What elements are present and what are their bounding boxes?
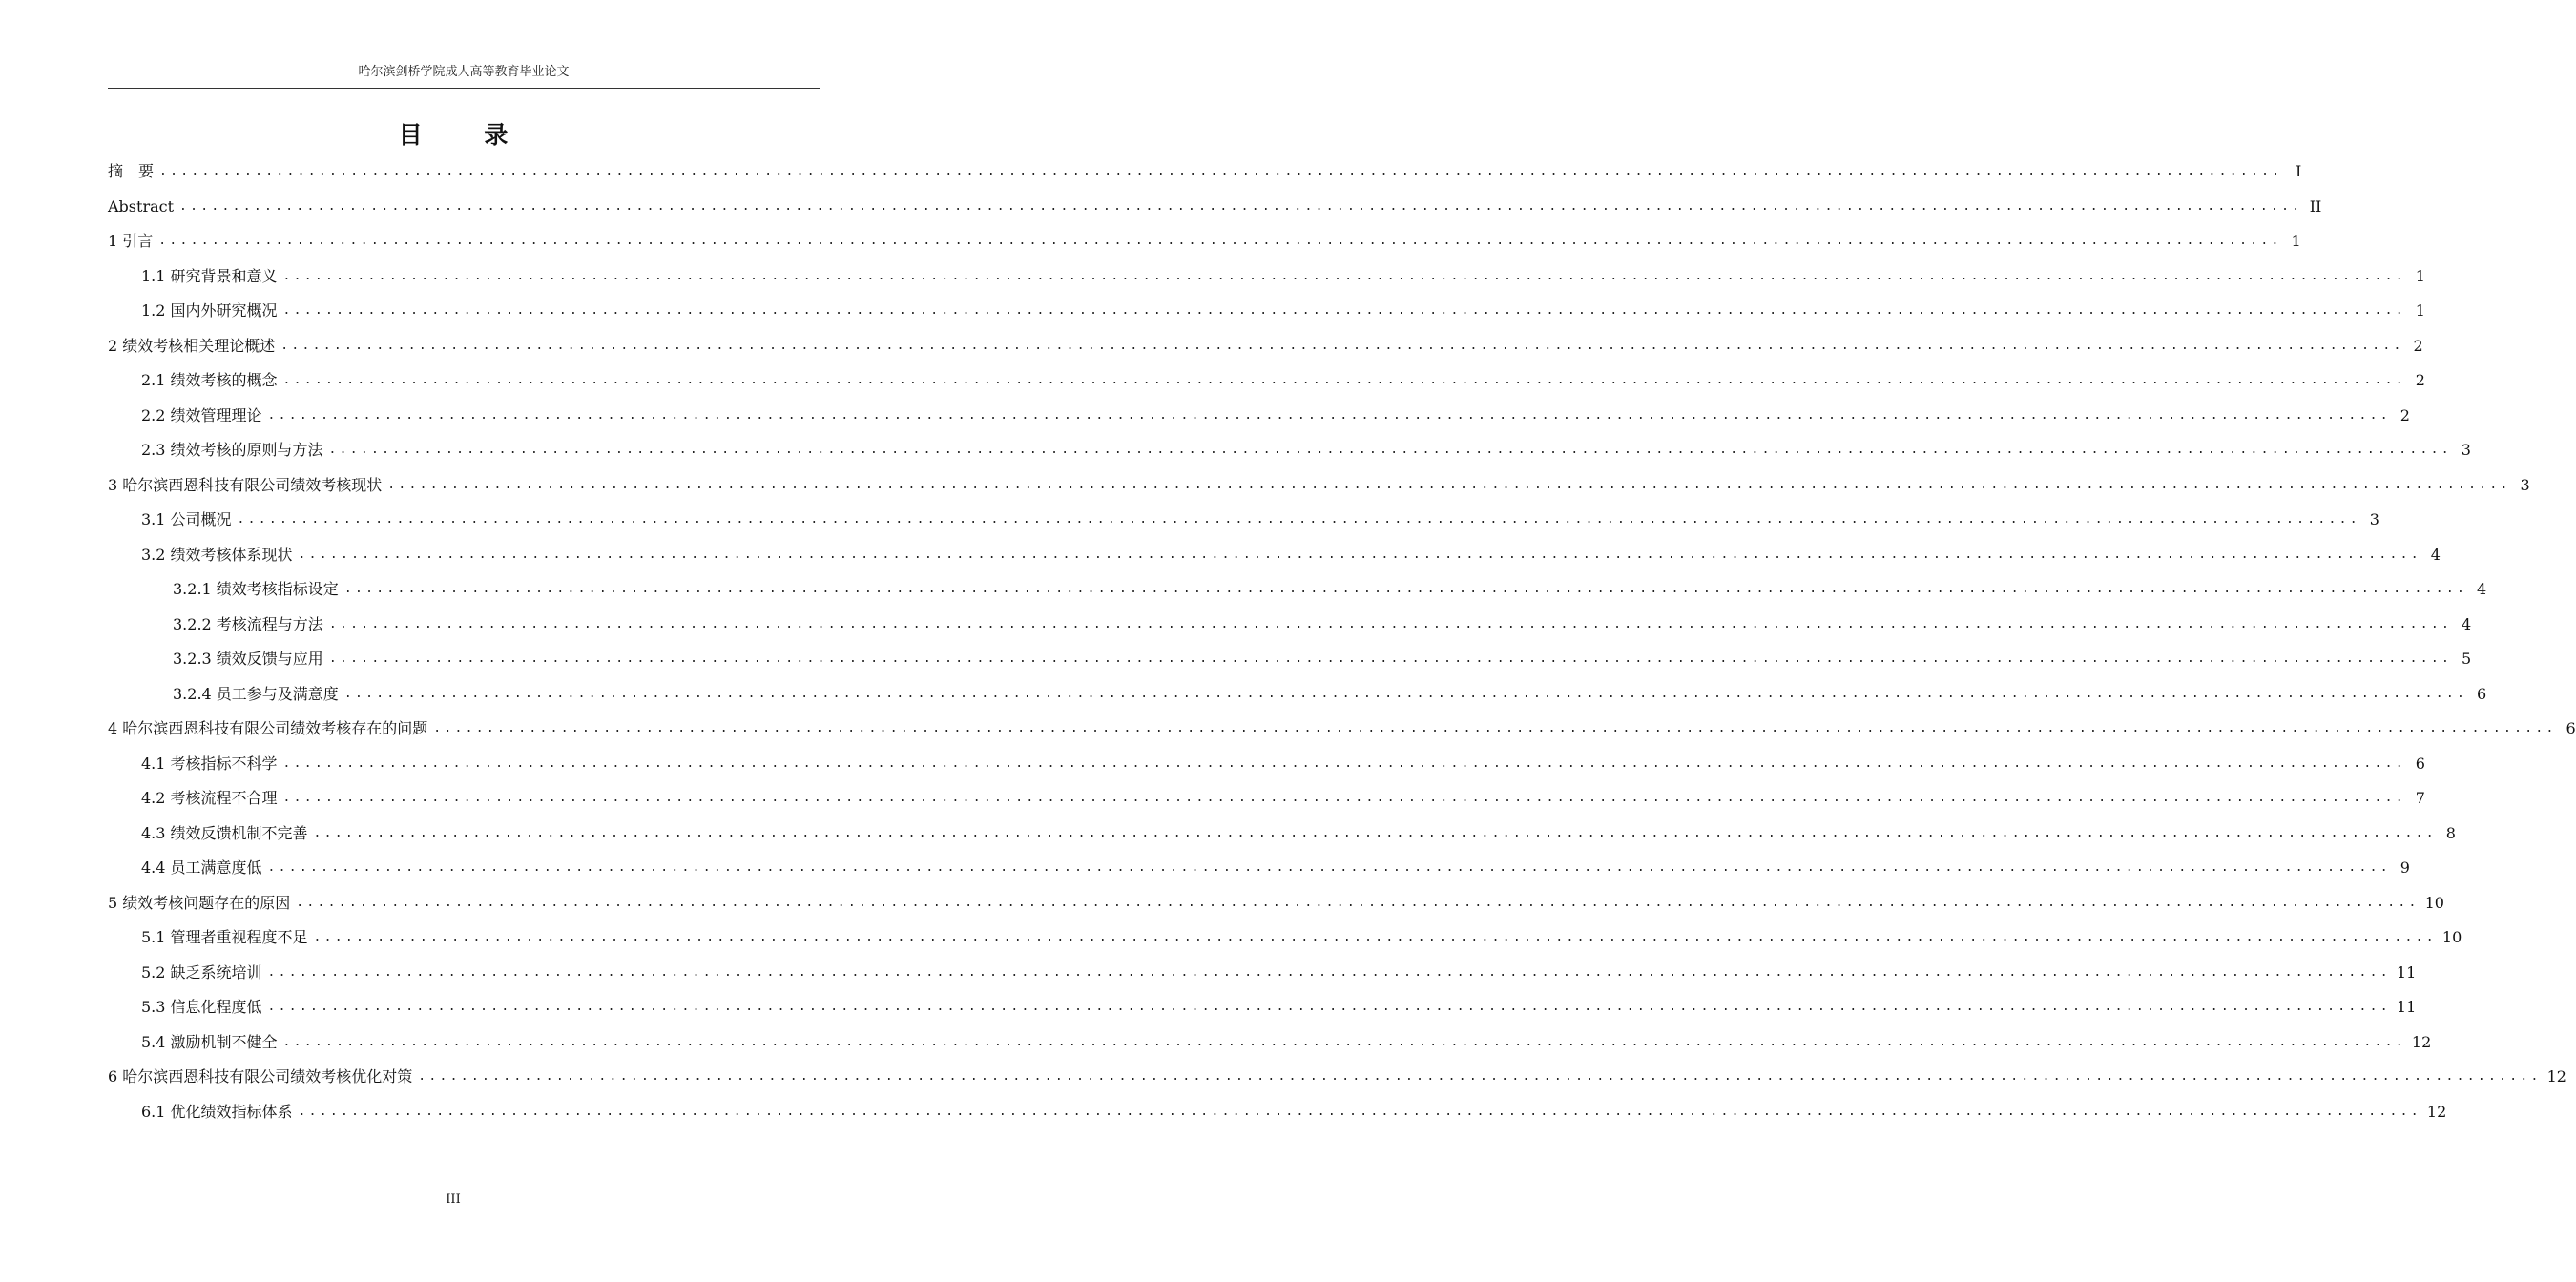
toc-entry-page: 3 bbox=[2520, 475, 2530, 494]
toc-entry-page: 11 bbox=[2396, 998, 2417, 1016]
toc-entry-label: 3.2.2 考核流程与方法 bbox=[173, 614, 323, 633]
toc-entry[interactable] bbox=[141, 752, 2425, 775]
toc-entry-page: 5 bbox=[2461, 650, 2472, 668]
toc-entry-label: Abstract bbox=[108, 196, 175, 216]
toc-dot-leader: ........................................................................................................................................................................................................ bbox=[313, 930, 2437, 944]
toc-entry-page: 6 bbox=[2415, 754, 2425, 773]
toc-entry-page: 10 bbox=[2441, 928, 2462, 946]
toc-entry-label: 1 引言 bbox=[108, 232, 154, 250]
toc-entry[interactable] bbox=[141, 821, 2456, 844]
toc-entry-label: 1.2 国内外研究概况 bbox=[141, 301, 278, 320]
toc-entry-label: 5 绩效考核问题存在的原因 bbox=[108, 893, 291, 912]
toc-entry[interactable] bbox=[173, 577, 2487, 600]
page-title: 目 录 bbox=[398, 121, 535, 149]
toc-entry-label: 4.1 考核指标不科学 bbox=[141, 754, 278, 773]
toc-entry[interactable] bbox=[108, 716, 2576, 739]
toc-entry-page: 3 bbox=[2461, 441, 2471, 459]
toc-entry-page: 4 bbox=[2461, 614, 2472, 633]
toc-entry-page: 12 bbox=[2426, 1102, 2447, 1121]
toc-entry-label: 4.3 绩效反馈机制不完善 bbox=[141, 823, 308, 842]
toc-entry[interactable] bbox=[141, 264, 2425, 287]
toc-entry[interactable] bbox=[108, 891, 2444, 914]
toc-entry[interactable] bbox=[141, 403, 2410, 426]
toc-entry[interactable] bbox=[173, 612, 2472, 635]
toc-entry-label: 6.1 优化绩效指标体系 bbox=[141, 1102, 293, 1121]
toc-entry-page: 1 bbox=[2291, 232, 2301, 250]
toc-entry[interactable] bbox=[173, 682, 2487, 705]
toc-entry-label: 3.1 公司概况 bbox=[141, 510, 232, 528]
toc-entry[interactable] bbox=[141, 856, 2410, 879]
toc-dot-leader: ........................................................................................................................................................................................................ bbox=[267, 860, 2391, 875]
toc-dot-leader: ........................................................................................................................................................................................................ bbox=[282, 1034, 2406, 1049]
toc-dot-leader: ........................................................................................................................................................................................................ bbox=[282, 755, 2406, 771]
toc-entry-page: 6 bbox=[2476, 684, 2487, 703]
toc-entry[interactable] bbox=[108, 159, 2302, 182]
toc-dot-leader: ........................................................................................................................................................................................................ bbox=[328, 651, 2453, 666]
toc-entry[interactable] bbox=[141, 438, 2471, 461]
header-divider bbox=[108, 88, 820, 89]
toc-entry-page: 8 bbox=[2445, 823, 2456, 842]
toc-entry-label: 3.2.4 员工参与及满意度 bbox=[173, 684, 339, 703]
toc-dot-leader: ........................................................................................................................................................................................................ bbox=[282, 303, 2406, 318]
toc-dot-leader: ........................................................................................................................................................................................................ bbox=[282, 791, 2406, 805]
toc-entry-page: I bbox=[2296, 162, 2302, 180]
toc-dot-leader: ........................................................................................................................................................................................................ bbox=[328, 616, 2453, 631]
toc-entry-page: 12 bbox=[2546, 1067, 2566, 1086]
toc-entry-label: 5.1 管理者重视程度不足 bbox=[141, 928, 308, 946]
toc-entry[interactable] bbox=[141, 368, 2425, 391]
toc-entry-page: 2 bbox=[2415, 371, 2425, 389]
toc-dot-leader: ........................................................................................................................................................................................................ bbox=[179, 198, 2303, 214]
page-header: 哈尔滨剑桥学院成人高等教育毕业论文 bbox=[358, 65, 570, 79]
toc-dot-leader: ........................................................................................................................................................................................................ bbox=[267, 407, 2391, 423]
toc-dot-leader: ........................................................................................................................................................................................................ bbox=[313, 825, 2437, 840]
toc-dot-leader: ........................................................................................................................................................................................................ bbox=[298, 1104, 2421, 1119]
toc-entry-page: 10 bbox=[2424, 893, 2444, 912]
toc-entry[interactable] bbox=[141, 995, 2417, 1018]
toc-entry-page: 6 bbox=[2566, 719, 2576, 737]
toc-dot-leader: ........................................................................................................................................................................................................ bbox=[433, 721, 2557, 735]
toc-entry-page: 1 bbox=[2415, 301, 2425, 320]
toc-entry-label: 4.2 考核流程不合理 bbox=[141, 789, 278, 807]
toc-entry[interactable] bbox=[108, 473, 2530, 496]
toc-entry-label: 3 哈尔滨西恩科技有限公司绩效考核现状 bbox=[108, 475, 383, 494]
toc-entry-page: 12 bbox=[2411, 1032, 2432, 1051]
toc-entry-page: 4 bbox=[2430, 545, 2441, 564]
toc-entry[interactable] bbox=[141, 507, 2379, 530]
toc-entry-label: 2.2 绩效管理理论 bbox=[141, 405, 262, 424]
toc-entry-label: 3.2.3 绩效反馈与应用 bbox=[173, 650, 323, 668]
toc-entry-label: 1.1 研究背景和意义 bbox=[141, 266, 278, 285]
toc-entry[interactable] bbox=[141, 961, 2417, 983]
toc-entry[interactable] bbox=[108, 195, 2322, 217]
toc-entry-label: 摘 要 bbox=[108, 162, 155, 180]
toc-dot-leader: ........................................................................................................................................................................................................ bbox=[237, 512, 2360, 527]
toc-dot-leader: ........................................................................................................................................................................................................ bbox=[343, 686, 2468, 701]
toc-entry-page: 9 bbox=[2399, 858, 2410, 877]
toc-dot-leader: ........................................................................................................................................................................................................ bbox=[298, 547, 2421, 562]
toc-entry-label: 6 哈尔滨西恩科技有限公司绩效考核优化对策 bbox=[108, 1067, 413, 1086]
toc-dot-leader: ........................................................................................................................................................................................................ bbox=[387, 477, 2511, 492]
toc-entry-page: 2 bbox=[2413, 336, 2423, 355]
toc-entry-page: 1 bbox=[2415, 266, 2425, 285]
toc-entry[interactable] bbox=[141, 1030, 2432, 1053]
toc-entry[interactable] bbox=[141, 925, 2462, 948]
toc-entry-page: 7 bbox=[2415, 789, 2425, 807]
toc-dot-leader: ........................................................................................................................................................................................................ bbox=[282, 268, 2406, 283]
toc-entry[interactable] bbox=[108, 1065, 2566, 1087]
toc-dot-leader: ........................................................................................................................................................................................................ bbox=[282, 373, 2406, 387]
toc-entry[interactable] bbox=[141, 1100, 2447, 1123]
page-number: III bbox=[446, 1192, 461, 1207]
toc-entry-label: 2.1 绩效考核的概念 bbox=[141, 371, 278, 389]
toc-dot-leader: ........................................................................................................................................................................................................ bbox=[296, 895, 2420, 910]
toc-entry-page: 2 bbox=[2399, 405, 2410, 424]
toc-entry-label: 5.2 缺乏系统培训 bbox=[141, 962, 262, 982]
toc-entry[interactable] bbox=[141, 543, 2441, 566]
toc-entry-label: 5.4 激励机制不健全 bbox=[141, 1032, 278, 1051]
toc-entry[interactable] bbox=[141, 786, 2425, 809]
toc-dot-leader: ........................................................................................................................................................................................................ bbox=[159, 164, 2283, 178]
toc-entry-label: 2.3 绩效考核的原则与方法 bbox=[141, 441, 323, 459]
toc-entry-page: 11 bbox=[2396, 962, 2417, 982]
toc-entry[interactable] bbox=[141, 299, 2425, 321]
toc-entry-page: 4 bbox=[2476, 580, 2487, 598]
toc-dot-leader: ........................................................................................................................................................................................................ bbox=[343, 582, 2468, 596]
toc-dot-leader: ........................................................................................................................................................................................................ bbox=[280, 338, 2404, 353]
toc-entry-label: 5.3 信息化程度低 bbox=[141, 998, 262, 1016]
toc-entry-page: 3 bbox=[2369, 510, 2379, 528]
toc-entry[interactable] bbox=[108, 334, 2423, 357]
toc-entry[interactable] bbox=[108, 229, 2301, 252]
toc-entry-label: 2 绩效考核相关理论概述 bbox=[108, 336, 276, 355]
toc-dot-leader: ........................................................................................................................................................................................................ bbox=[267, 1000, 2391, 1014]
toc-entry-page: II bbox=[2309, 196, 2322, 216]
toc-entry-label: 4 哈尔滨西恩科技有限公司绩效考核存在的问题 bbox=[108, 719, 428, 737]
toc-dot-leader: ........................................................................................................................................................................................................ bbox=[267, 964, 2391, 980]
toc-entry-label: 4.4 员工满意度低 bbox=[141, 858, 262, 877]
toc-dot-leader: ........................................................................................................................................................................................................ bbox=[328, 443, 2452, 457]
toc-dot-leader: ........................................................................................................................................................................................................ bbox=[158, 234, 2282, 248]
toc-dot-leader: ........................................................................................................................................................................................................ bbox=[418, 1069, 2542, 1084]
toc-entry-label: 3.2 绩效考核体系现状 bbox=[141, 545, 293, 564]
toc-entry[interactable] bbox=[173, 647, 2472, 670]
toc-entry-label: 3.2.1 绩效考核指标设定 bbox=[173, 580, 339, 598]
